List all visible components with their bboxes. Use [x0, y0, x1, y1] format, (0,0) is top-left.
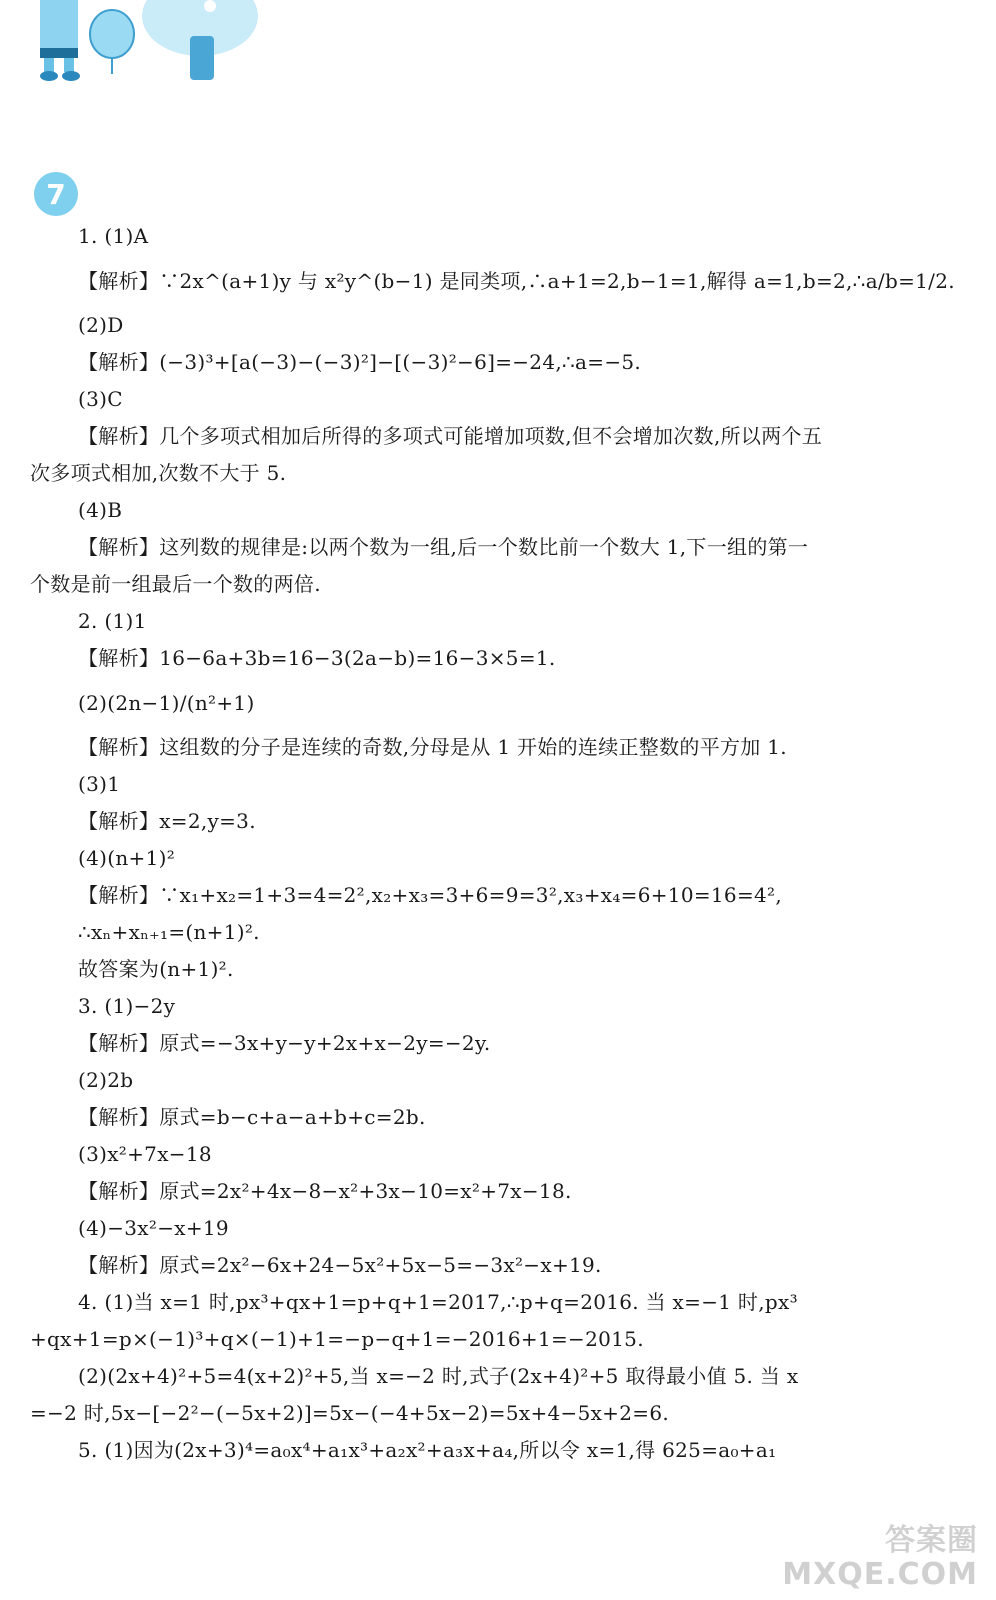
- figure-leg-left: [44, 58, 54, 72]
- answer-line: (4)−3x²−x+19: [78, 1216, 229, 1240]
- snowflake-icon: [204, 0, 216, 12]
- answer-line: 【解析】原式=2x²+4x−8−x²+3x−10=x²+7x−18.: [78, 1179, 572, 1203]
- answer-line: 【解析】16−6a+3b=16−3(2a−b)=16−3×5=1.: [78, 646, 556, 670]
- section-number-badge: 7: [34, 172, 78, 216]
- answer-line: ∴xₙ+xₙ₊₁=(n+1)².: [78, 920, 260, 944]
- watermark-line2: MXQE.COM: [782, 1557, 978, 1592]
- watermark-line1: 答案圈: [885, 1523, 978, 1558]
- answer-line: (2)D: [78, 313, 124, 337]
- answer-content: [30, 218, 960, 1469]
- answer-line: 个数是前一组最后一个数的两倍.: [30, 572, 321, 596]
- answer-line: (2)(2x+4)²+5=4(x+2)²+5,当 x=−2 时,式子(2x+4)²+5 取得最小值 5. 当 x: [78, 1364, 799, 1388]
- answer-line: 3. (1)−2y: [78, 994, 176, 1018]
- answer-line: (3)C: [78, 387, 123, 411]
- answer-line: =−2 时,5x−[−2²−(−5x+2)]=5x−(−4+5x−2)=5x+4−5x+2=6.: [30, 1401, 670, 1425]
- answer-line: 【解析】几个多项式相加后所得的多项式可能增加项数,但不会增加次数,所以两个五: [78, 424, 823, 448]
- answer-line: 【解析】∵x₁+x₂=1+3=4=2²,x₂+x₃=3+6=9=3²,x₃+x₄=6+10=16=4²,: [78, 883, 783, 907]
- answer-line: 【解析】∵2x^(a+1)y 与 x²y^(b−1) 是同类项,∴a+1=2,b−1=1,解得 a=1,b=2,∴a/b=1/2.: [78, 269, 955, 293]
- answer-line: 5. (1)因为(2x+3)⁴=a₀x⁴+a₁x³+a₂x²+a₃x+a₄,所以令 x=1,得 625=a₀+a₁: [78, 1438, 777, 1462]
- lantern-icon: [90, 10, 134, 58]
- answer-line: +qx+1=p×(−1)³+q×(−1)+1=−p−q+1=−2016+1=−2015.: [30, 1327, 644, 1351]
- answer-line: 【解析】这组数的分子是连续的奇数,分母是从 1 开始的连续正整数的平方加 1.: [78, 735, 787, 759]
- figure-shoe-left: [40, 71, 58, 81]
- figure-body: [40, 0, 78, 48]
- answer-line: 1. (1)A: [78, 224, 149, 248]
- answer-line: 【解析】x=2,y=3.: [78, 809, 256, 833]
- answer-line: (4)(n+1)²: [78, 846, 176, 870]
- answer-line: (3)x²+7x−18: [78, 1142, 212, 1166]
- answer-line: (4)B: [78, 498, 123, 522]
- answer-line: 【解析】(−3)³+[a(−3)−(−3)²]−[(−3)²−6]=−24,∴a=−5.: [78, 350, 642, 374]
- site-watermark: [782, 1524, 978, 1592]
- answer-line: 【解析】原式=2x²−6x+24−5x²+5x−5=−3x²−x+19.: [78, 1253, 602, 1277]
- answer-line: 故答案为(n+1)².: [78, 957, 234, 981]
- answer-line: 2. (1)1: [78, 609, 147, 633]
- answer-line: 【解析】这列数的规律是:以两个数为一组,后一个数比前一个数大 1,下一组的第一: [78, 535, 809, 559]
- answer-line: (3)1: [78, 772, 121, 796]
- figure-belt: [40, 48, 78, 58]
- answer-line: (2)2b: [78, 1068, 134, 1092]
- answer-line: 4. (1)当 x=1 时,px³+qx+1=p+q+1=2017,∴p+q=2016. 当 x=−1 时,px³: [78, 1290, 798, 1314]
- lantern-decoration-illustration: [0, 0, 300, 90]
- firecracker-icon: [190, 36, 214, 80]
- answer-line: 次多项式相加,次数不大于 5.: [30, 461, 287, 485]
- answer-line: 【解析】原式=b−c+a−a+b+c=2b.: [78, 1105, 426, 1129]
- answer-line: 【解析】原式=−3x+y−y+2x+x−2y=−2y.: [78, 1031, 491, 1055]
- figure-shoe-right: [62, 71, 80, 81]
- answer-line: (2)(2n−1)/(n²+1): [78, 691, 255, 715]
- figure-leg-right: [64, 58, 74, 72]
